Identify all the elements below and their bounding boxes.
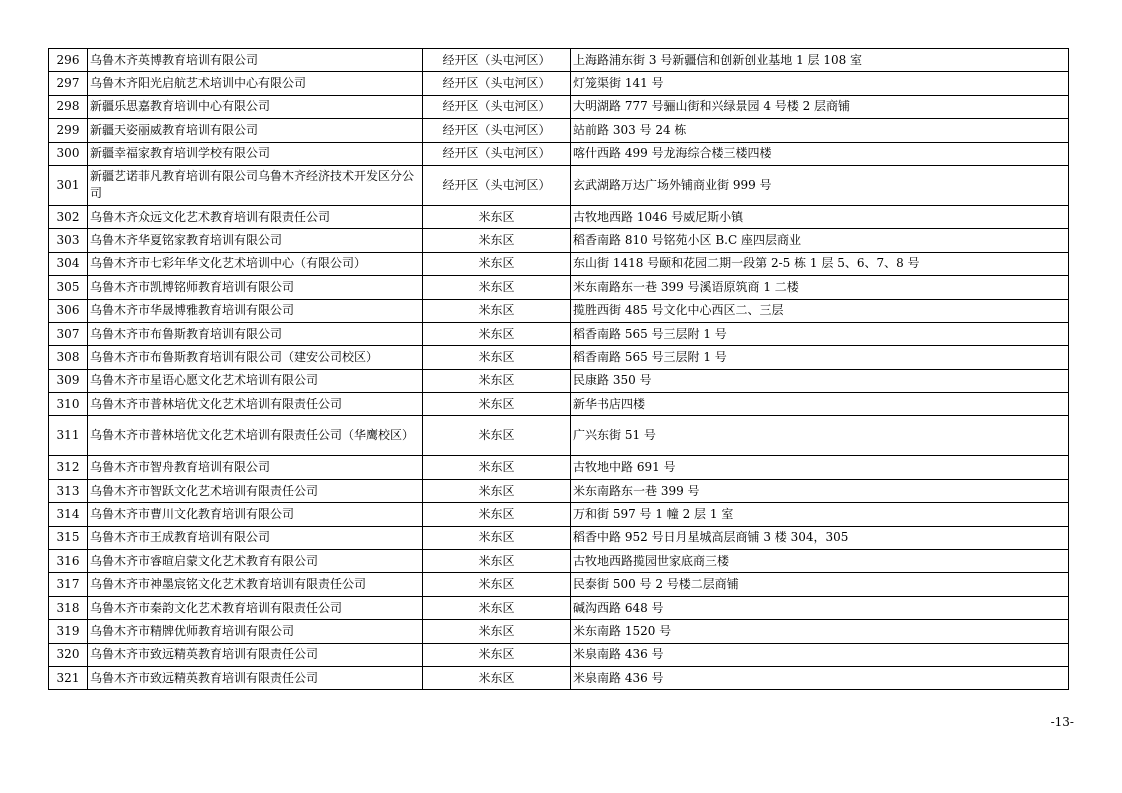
address: 新华书店四楼 [571,393,1069,416]
district: 经开区（头屯河区） [423,95,571,118]
institution-name: 乌鲁木齐市凯博铭师教育培训有限公司 [88,276,423,299]
address: 灯笼渠街 141 号 [571,72,1069,95]
institution-name: 乌鲁木齐市普林培优文化艺术培训有限责任公司（华鹰校区） [88,416,423,456]
address: 揽胜西街 485 号文化中心西区二、三层 [571,299,1069,322]
institution-name: 乌鲁木齐市布鲁斯教育培训有限公司（建安公司校区） [88,346,423,369]
table-row [49,229,1069,252]
institution-name: 乌鲁木齐市普林培优文化艺术培训有限责任公司 [88,393,423,416]
district: 米东区 [423,666,571,689]
address: 米泉南路 436 号 [571,643,1069,666]
institution-name: 乌鲁木齐英博教育培训有限公司 [88,49,423,72]
institution-name: 新疆天姿丽威教育培训有限公司 [88,119,423,142]
district: 米东区 [423,503,571,526]
row-number: 303 [49,229,88,252]
row-number: 309 [49,369,88,392]
address: 米东南路东一巷 399 号溪语原筑商 1 二楼 [571,276,1069,299]
table-row [49,165,1069,205]
address: 万和街 597 号 1 幢 2 层 1 室 [571,503,1069,526]
table-row [49,666,1069,689]
institution-name: 乌鲁木齐众远文化艺术教育培训有限责任公司 [88,205,423,228]
table-row [49,205,1069,228]
address: 稻香中路 952 号日月星城高层商铺 3 楼 304，305 [571,526,1069,549]
institution-name: 乌鲁木齐市睿暄启蒙文化艺术教育有限公司 [88,550,423,573]
table-row [49,550,1069,573]
address: 广兴东街 51 号 [571,416,1069,456]
district: 米东区 [423,479,571,502]
district: 米东区 [423,573,571,596]
institution-name: 乌鲁木齐市神墨宸铭文化艺术教育培训有限责任公司 [88,573,423,596]
district: 米东区 [423,229,571,252]
table-row [49,276,1069,299]
row-number: 301 [49,165,88,205]
address: 稻香南路 810 号铭苑小区 B.C 座四层商业 [571,229,1069,252]
row-number: 304 [49,252,88,275]
table-row [49,456,1069,479]
table-row [49,72,1069,95]
address: 古牧地中路 691 号 [571,456,1069,479]
address: 东山街 1418 号颐和花园二期一段第 2-5 栋 1 层 5、6、7、8 号 [571,252,1069,275]
address: 民泰街 500 号 2 号楼二层商铺 [571,573,1069,596]
district: 米东区 [423,205,571,228]
institution-name: 乌鲁木齐市曹川文化教育培训有限公司 [88,503,423,526]
row-number: 312 [49,456,88,479]
district: 米东区 [423,276,571,299]
row-number: 320 [49,643,88,666]
district: 经开区（头屯河区） [423,72,571,95]
table-row [49,416,1069,456]
address: 米泉南路 436 号 [571,666,1069,689]
table-row [49,620,1069,643]
district: 米东区 [423,393,571,416]
row-number: 302 [49,205,88,228]
district: 米东区 [423,416,571,456]
district: 米东区 [423,369,571,392]
row-number: 316 [49,550,88,573]
row-number: 300 [49,142,88,165]
row-number: 306 [49,299,88,322]
row-number: 299 [49,119,88,142]
address: 站前路 303 号 24 栋 [571,119,1069,142]
institution-name: 乌鲁木齐市星语心愿文化艺术培训有限公司 [88,369,423,392]
address: 稻香南路 565 号三层附 1 号 [571,346,1069,369]
district: 米东区 [423,252,571,275]
table-row [49,369,1069,392]
address: 喀什西路 499 号龙海综合楼三楼四楼 [571,142,1069,165]
table-row [49,346,1069,369]
institution-name: 乌鲁木齐市王成教育培训有限公司 [88,526,423,549]
district: 米东区 [423,346,571,369]
district: 经开区（头屯河区） [423,49,571,72]
address: 古牧地西路 1046 号威尼斯小镇 [571,205,1069,228]
institution-name: 新疆幸福家教育培训学校有限公司 [88,142,423,165]
row-number: 317 [49,573,88,596]
row-number: 313 [49,479,88,502]
institution-name: 乌鲁木齐市华晟博雅教育培训有限公司 [88,299,423,322]
district: 米东区 [423,596,571,619]
institution-name: 乌鲁木齐市秦韵文化艺术教育培训有限责任公司 [88,596,423,619]
address: 稻香南路 565 号三层附 1 号 [571,322,1069,345]
institution-name: 乌鲁木齐市致远精英教育培训有限责任公司 [88,666,423,689]
address: 玄武湖路万达广场外铺商业街 999 号 [571,165,1069,205]
table-row [49,596,1069,619]
address: 碱沟西路 648 号 [571,596,1069,619]
table-row [49,573,1069,596]
table-row [49,322,1069,345]
institution-name: 新疆乐思嘉教育培训中心有限公司 [88,95,423,118]
row-number: 315 [49,526,88,549]
institution-name: 乌鲁木齐市布鲁斯教育培训有限公司 [88,322,423,345]
address: 民康路 350 号 [571,369,1069,392]
table-row [49,503,1069,526]
address: 米东南路 1520 号 [571,620,1069,643]
row-number: 305 [49,276,88,299]
table-row [49,252,1069,275]
district: 米东区 [423,322,571,345]
row-number: 314 [49,503,88,526]
table-row [49,49,1069,72]
district: 米东区 [423,299,571,322]
institution-table [48,48,1069,690]
institution-name: 乌鲁木齐市致远精英教育培训有限责任公司 [88,643,423,666]
district: 经开区（头屯河区） [423,142,571,165]
institution-name: 乌鲁木齐市七彩年华文化艺术培训中心（有限公司） [88,252,423,275]
row-number: 310 [49,393,88,416]
table-row [49,393,1069,416]
row-number: 308 [49,346,88,369]
table-row [49,142,1069,165]
table-row [49,526,1069,549]
table-row [49,479,1069,502]
institution-name: 乌鲁木齐市智舟教育培训有限公司 [88,456,423,479]
institution-name: 新疆艺诺菲凡教育培训有限公司乌鲁木齐经济技术开发区分公司 [88,165,423,205]
address: 大明湖路 777 号骊山街和兴绿景园 4 号楼 2 层商铺 [571,95,1069,118]
row-number: 319 [49,620,88,643]
district: 经开区（头屯河区） [423,119,571,142]
row-number: 311 [49,416,88,456]
institution-name: 乌鲁木齐华夏铭家教育培训有限公司 [88,229,423,252]
district: 经开区（头屯河区） [423,165,571,205]
district: 米东区 [423,456,571,479]
address: 上海路浦东街 3 号新疆信和创新创业基地 1 层 108 室 [571,49,1069,72]
institution-name: 乌鲁木齐市精牌优师教育培训有限公司 [88,620,423,643]
row-number: 307 [49,322,88,345]
district: 米东区 [423,643,571,666]
table-row [49,299,1069,322]
row-number: 318 [49,596,88,619]
table-row [49,95,1069,118]
table-row [49,119,1069,142]
institution-name: 乌鲁木齐阳光启航艺术培训中心有限公司 [88,72,423,95]
page-number: -13- [1050,715,1074,729]
row-number: 297 [49,72,88,95]
row-number: 321 [49,666,88,689]
district: 米东区 [423,526,571,549]
district: 米东区 [423,550,571,573]
row-number: 298 [49,95,88,118]
institution-name: 乌鲁木齐市智跃文化艺术培训有限责任公司 [88,479,423,502]
row-number: 296 [49,49,88,72]
address: 米东南路东一巷 399 号 [571,479,1069,502]
district: 米东区 [423,620,571,643]
address: 古牧地西路揽园世家底商三楼 [571,550,1069,573]
table-row [49,643,1069,666]
